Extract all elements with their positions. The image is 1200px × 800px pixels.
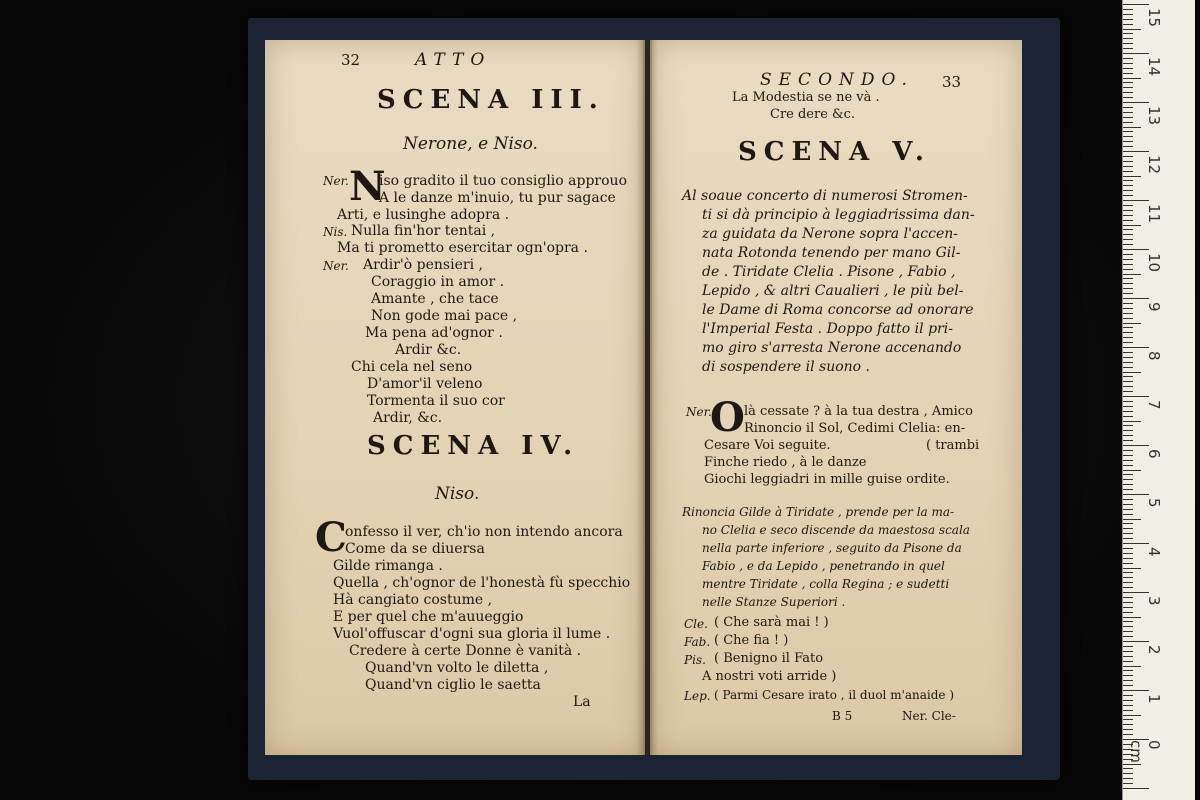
ruler-tick [1123,107,1133,108]
ruler-tick [1123,342,1133,343]
ruler-tick [1123,631,1133,632]
ruler-tick [1123,661,1133,662]
dropcap: C [315,514,347,561]
left-running-head: ATTO [415,50,492,70]
ruler-tick [1123,543,1149,544]
ruler-tick [1123,484,1133,485]
ruler-tick [1123,97,1133,98]
ruler-tick [1123,494,1149,495]
verse-line: Hà cangiato costume , [333,592,493,608]
speaker: Pis. [684,653,706,667]
ruler-tick [1123,303,1133,304]
ruler-tick [1123,4,1149,5]
ruler-tick [1123,695,1133,696]
ruler-tick [1123,288,1133,289]
ruler-tick [1123,259,1133,260]
ruler-tick [1123,215,1133,216]
ruler-tick [1123,352,1133,353]
ruler-number: 12 [1145,155,1163,175]
ruler-tick [1123,455,1133,456]
verse-line: Cesare Voi seguite. [704,438,831,453]
ruler-tick [1123,519,1141,520]
ruler-number: 4 [1145,547,1163,557]
ruler-tick [1123,24,1133,25]
scene4-title: SCENA IV. [367,431,580,461]
ruler-number: 14 [1145,57,1163,77]
ruler-tick [1123,87,1133,88]
ruler-tick [1123,724,1133,725]
ruler-tick [1123,670,1133,671]
ruler-tick [1123,489,1133,490]
ruler-tick [1123,582,1133,583]
ruler-tick [1123,313,1133,314]
ruler-tick [1123,788,1149,789]
ruler-tick [1123,298,1149,299]
ruler-tick [1123,381,1133,382]
verse-line: là cessate ? à la tua destra , Amico [744,404,973,419]
ruler-tick [1123,14,1133,15]
ruler-tick [1123,617,1141,618]
ruler-tick [1123,538,1133,539]
ruler-number: 8 [1145,351,1163,361]
ruler-tick [1123,264,1133,265]
ruler-tick [1123,239,1133,240]
ruler-number: 10 [1145,253,1163,273]
verse-line: D'amor'il veleno [367,376,483,392]
verse-line: Ardir &c. [395,342,462,358]
stage-line: di sospendere il suono . [702,359,871,375]
speaker: Cle. [684,617,708,631]
ruler-tick [1123,249,1149,250]
ruler-tick [1123,509,1133,510]
ruler-tick [1123,327,1133,328]
ruler-number: 13 [1145,106,1163,126]
ruler-tick [1123,141,1133,142]
ruler-tick [1123,254,1133,255]
ruler-tick [1123,29,1141,30]
ruler-tick [1123,244,1133,245]
ruler-tick [1123,161,1133,162]
ruler-tick [1123,274,1141,275]
ruler-tick [1123,131,1133,132]
verse-line: Non gode mai pace , [371,308,518,324]
ruler-tick [1123,528,1133,529]
ruler-tick [1123,82,1133,83]
ruler-tick [1123,504,1133,505]
ruler-tick [1123,577,1133,578]
speaker: Lep. [684,689,711,703]
ruler-tick [1123,185,1133,186]
ruler-tick [1123,700,1133,701]
verse-line: Quella , ch'ognor de l'honestà fù specchio [333,575,631,591]
ruler-tick [1123,425,1133,426]
verse-line: Amante , che tace [371,291,499,307]
ruler-tick [1123,180,1133,181]
stage-line: nelle Stanze Superiori . [702,595,846,609]
ruler-tick [1123,656,1133,657]
ruler-tick [1123,195,1133,196]
ruler-tick [1123,778,1133,779]
speaker: Fab. [684,635,711,649]
ruler-tick [1123,78,1141,79]
ruler-tick [1123,445,1149,446]
ruler-tick [1123,117,1133,118]
ruler-tick [1123,406,1133,407]
top-line: Cre dere &c. [770,107,856,122]
verse-line: Coraggio in amor . [371,274,505,290]
ruler-tick [1123,602,1133,603]
ruler-number: 7 [1145,400,1163,410]
ruler-number: 0 cm [1127,740,1163,763]
stage-line: ti si dà principio à leggiadrissima dan- [702,207,975,223]
ruler-tick [1123,73,1133,74]
stage-line: za guidata da Nerone sopra l'accen- [702,226,958,242]
ruler-tick [1123,200,1149,201]
ruler-tick [1123,666,1141,667]
verse-line: ( Che sarà mai ! ) [714,615,829,630]
verse-line: ( Che fia ! ) [714,633,789,648]
verse-line: Quand'vn ciglio le saetta [365,677,541,693]
ruler-number: 3 [1145,596,1163,606]
ruler-tick [1123,474,1133,475]
ruler-tick [1123,612,1133,613]
ruler-tick [1123,362,1133,363]
verse-line: Ma ti prometto esercitar ogn'opra . [337,240,588,256]
ruler-tick [1123,225,1141,226]
ruler-tick [1123,376,1133,377]
ruler-tick [1123,597,1133,598]
verse-line: onfesso il ver, ch'io non intendo ancora [345,524,623,540]
verse-line: Vuol'offuscar d'ogni sua gloria il lume . [333,626,611,642]
ruler-tick [1123,396,1149,397]
ruler-tick [1123,166,1133,167]
ruler-tick [1123,308,1133,309]
verse-line: Arti, e lusinghe adopra . [337,207,510,223]
measuring-ruler [1122,0,1195,800]
stage-line: Fabio , e da Lepido , penetrando in quel [702,559,945,573]
ruler-tick [1123,499,1133,500]
ruler-tick [1123,685,1133,686]
ruler-tick [1123,553,1133,554]
ruler-tick [1123,391,1133,392]
ruler-tick [1123,558,1133,559]
verse-line: A le danze m'inuio, tu pur sagace [379,190,616,206]
ruler-tick [1123,269,1133,270]
ruler-tick [1123,58,1133,59]
top-line: La Modestia se ne và . [732,90,880,105]
ruler-tick [1123,621,1133,622]
speaker: Ner. [323,174,349,188]
ruler-tick [1123,337,1133,338]
ruler-tick [1123,651,1133,652]
dropcap: N [349,163,386,210]
stage-line: mentre Tiridate , colla Regina ; e sudetti [702,577,950,591]
verse-line: Ardir, &c. [373,410,443,426]
ruler-tick [1123,136,1133,137]
stage-line: nella parte inferiore , seguito da Pisone da [702,541,962,555]
ruler-tick [1123,773,1133,774]
ruler-tick [1123,715,1141,716]
ruler-tick [1123,592,1149,593]
ruler-tick [1123,568,1141,569]
stage-line: Rinoncia Gilde à Tiridate , prende per la ma- [682,505,955,519]
speaker: Ner. [323,259,349,273]
verse-line: Rinoncio il Sol, Cedimi Clelia: en- [744,421,966,436]
ruler-tick [1123,347,1149,348]
ruler-tick [1123,367,1133,368]
verse-line: Giochi leggiadri in mille guise ordite. [704,472,950,487]
ruler-tick [1123,146,1133,147]
ruler-tick [1123,690,1149,691]
ruler-tick [1123,234,1133,235]
ruler-tick [1123,479,1133,480]
ruler-tick [1123,705,1133,706]
ruler-tick [1123,783,1133,784]
ruler-tick [1123,587,1133,588]
ruler-tick [1123,636,1133,637]
ruler-tick [1123,19,1133,20]
ruler-number: 9 [1145,302,1163,312]
ruler-tick [1123,430,1133,431]
verse-line: E per quel che m'auueggio [333,609,524,625]
verse-line: Gilde rimanga . [333,558,443,574]
right-running-head: SECONDO. [760,70,914,90]
ruler-tick [1123,675,1133,676]
verse-line: Come da se diuersa [345,541,485,557]
right-page [650,40,1022,755]
ruler-tick [1123,523,1133,524]
ruler-tick [1123,102,1149,103]
ruler-tick [1123,533,1133,534]
ruler-tick [1123,33,1133,34]
verse-line: Tormenta il suo cor [367,393,505,409]
ruler-tick [1123,332,1133,333]
ruler-tick [1123,563,1133,564]
ruler-tick [1123,278,1133,279]
ruler-tick [1123,9,1133,10]
ruler-tick [1123,357,1133,358]
verse-line: Credere à certe Donne è vanità . [349,643,582,659]
ruler-tick [1123,318,1133,319]
stage-line: Lepido , & altri Caualieri , le più bel- [702,283,964,299]
ruler-tick [1123,440,1133,441]
signature-mark: B 5 [832,709,853,723]
ruler-number: 11 [1145,204,1163,224]
ruler-tick [1123,626,1133,627]
ruler-tick [1123,112,1133,113]
ruler-tick [1123,401,1133,402]
verse-line: ( Benigno il Fato [714,651,824,666]
right-catchword: Ner. Cle- [902,709,956,723]
ruler-number: 2 [1145,645,1163,655]
ruler-tick [1123,210,1133,211]
ruler-tick [1123,293,1133,294]
ruler-tick [1123,229,1133,230]
verse-line: Quand'vn volto le diletta , [365,660,549,676]
ruler-tick [1123,411,1133,412]
verse-line: Ardir'ò pensieri , [363,257,483,273]
ruler-tick [1123,176,1141,177]
ruler-tick [1123,220,1133,221]
verse-line: iso gradito il tuo consiglio approuo [379,173,627,189]
verse-line: A nostri voti arride ) [702,669,837,684]
left-page [265,40,645,755]
ruler-tick [1123,719,1133,720]
ruler-tick [1123,68,1133,69]
scene3-title: SCENA III. [377,85,605,115]
speaker: Nis. [323,225,348,239]
ruler-tick [1123,646,1133,647]
ruler-tick [1123,63,1133,64]
ruler-tick [1123,460,1133,461]
verse-line: Nulla fin'hor tentai , [351,223,496,239]
ruler-tick [1123,607,1133,608]
ruler-tick [1123,421,1141,422]
ruler-number: 5 [1145,498,1163,508]
ruler-tick [1123,465,1133,466]
dropcap: O [710,394,745,441]
ruler-tick [1123,450,1133,451]
ruler-tick [1123,38,1133,39]
ruler-tick [1123,435,1133,436]
ruler-tick [1123,156,1133,157]
stage-line: de . Tiridate Clelia . Pisone , Fabio , [702,264,956,280]
ruler-tick [1123,323,1141,324]
ruler-tick [1123,514,1133,515]
ruler-tick [1123,641,1149,642]
scene3-persons: Nerone, e Niso. [403,134,538,154]
ruler-tick [1123,122,1133,123]
scene5-title: SCENA V. [738,137,931,167]
ruler-tick [1123,92,1133,93]
left-page-number: 32 [341,51,361,69]
ruler-tick [1123,386,1133,387]
ruler-tick [1123,48,1133,49]
ruler-tick [1123,470,1141,471]
stage-line: l'Imperial Festa . Doppo fatto il pri- [702,321,953,337]
ruler-number: 15 [1145,8,1163,28]
stage-line: le Dame di Roma concorse ad onorare [702,302,974,318]
speaker: Ner. [686,405,712,419]
ruler-tick [1123,190,1133,191]
ruler-tick [1123,734,1133,735]
verse-line: Chi cela nel seno [351,359,473,375]
ruler-tick [1123,205,1133,206]
ruler-tick [1123,572,1133,573]
ruler-tick [1123,151,1149,152]
ruler-number: 6 [1145,449,1163,459]
ruler-tick [1123,171,1133,172]
ruler-tick [1123,548,1133,549]
ruler-tick [1123,416,1133,417]
left-catchword: La [573,694,591,710]
stage-line: nata Rotonda tenendo per mano Gil- [702,245,961,261]
ruler-tick [1123,43,1133,44]
verse-line: ( Parmi Cesare irato , il duol m'anaide ) [714,688,955,702]
right-page-number: 33 [942,73,962,91]
aside: ( trambi [926,438,980,453]
ruler-tick [1123,729,1133,730]
verse-line: Finche riedo , à le danze [704,455,867,470]
ruler-tick [1123,372,1141,373]
ruler-tick [1123,283,1133,284]
scene4-persons: Niso. [435,484,480,504]
ruler-tick [1123,710,1133,711]
ruler-tick [1123,680,1133,681]
stage-line: mo giro s'arresta Nerone accenando [702,340,962,356]
stage-line: Al soaue concerto di numerosi Stromen- [682,188,968,204]
ruler-tick [1123,127,1141,128]
ruler-tick [1123,53,1149,54]
stage-line: no Clelia e seco discende da maestosa scala [702,523,970,537]
ruler-number: 1 [1145,694,1163,704]
verse-line: Ma pena ad'ognor . [365,325,503,341]
